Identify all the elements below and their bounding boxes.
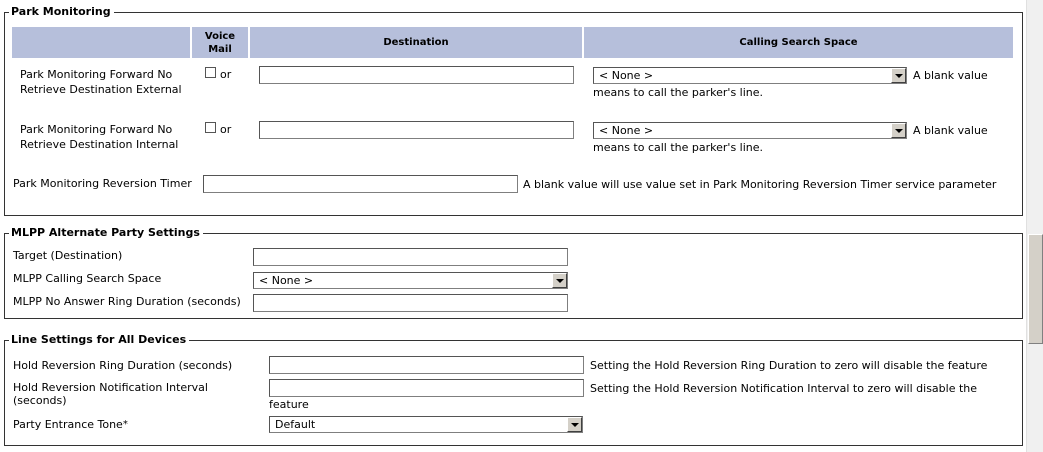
- hold-ring-label: Hold Reversion Ring Duration (seconds): [13, 359, 233, 372]
- park-internal-voicemail-checkbox[interactable]: [205, 122, 216, 133]
- line-settings-legend: Line Settings for All Devices: [9, 333, 189, 346]
- hold-notif-note: Setting the Hold Reversion Notification Interval to zero will disable the feature: [269, 382, 978, 411]
- page-scrollbar[interactable]: [1026, 0, 1043, 452]
- mlpp-ring-label: MLPP No Answer Ring Duration (seconds): [13, 295, 241, 308]
- park-internal-destination-input[interactable]: [259, 121, 574, 139]
- header-voice-mail: [192, 27, 248, 58]
- header-blank: [12, 27, 190, 58]
- party-tone-select[interactable]: [269, 416, 583, 433]
- header-calling-search-space: Calling Search Space: [584, 27, 1013, 58]
- mlpp-css-value: < None >: [259, 274, 314, 287]
- party-tone-value: Default: [275, 418, 316, 431]
- party-tone-label-text: Party Entrance Tone: [13, 418, 123, 431]
- hold-ring-note: Setting the Hold Reversion Ring Duration to zero will disable the feature: [590, 359, 988, 372]
- park-external-voicemail-checkbox[interactable]: [205, 67, 216, 78]
- park-external-note: A blank value means to call the parker's line.: [593, 69, 988, 99]
- park-external-css-value: < None >: [599, 69, 654, 82]
- park-internal-css-value: < None >: [599, 124, 654, 137]
- park-reversion-note: A blank value will use value set in Park Monitoring Reversion Timer service parameter: [523, 178, 997, 191]
- required-asterisk: *: [122, 419, 128, 430]
- header-destination: Destination: [250, 27, 582, 58]
- park-internal-or: or: [220, 123, 232, 136]
- party-tone-label: [13, 417, 128, 432]
- chevron-down-icon[interactable]: [552, 273, 567, 288]
- park-external-or: or: [220, 68, 232, 81]
- park-internal-note: A blank value means to call the parker's line.: [593, 124, 988, 154]
- mlpp-legend: MLPP Alternate Party Settings: [9, 226, 203, 239]
- mlpp-target-label: Target (Destination): [13, 249, 123, 262]
- mlpp-css-label: MLPP Calling Search Space: [13, 272, 162, 285]
- chevron-down-icon[interactable]: [567, 417, 582, 432]
- park-internal-label: Park Monitoring Forward No Retrieve Destination Internal: [20, 123, 179, 151]
- park-reversion-label: Park Monitoring Reversion Timer: [13, 177, 192, 190]
- scrollbar-thumb[interactable]: [1028, 234, 1043, 344]
- mlpp-css-select[interactable]: [253, 272, 568, 289]
- park-monitoring-legend: Park Monitoring: [9, 5, 114, 18]
- header-voice-mail-text: Voice Mail: [204, 31, 236, 55]
- hold-ring-input[interactable]: [269, 356, 584, 374]
- park-external-label: Park Monitoring Forward No Retrieve Destination External: [20, 68, 182, 96]
- mlpp-target-input[interactable]: [253, 248, 568, 266]
- mlpp-ring-input[interactable]: [253, 294, 568, 312]
- hold-notif-label: Hold Reversion Notification Interval (seconds): [13, 381, 208, 407]
- park-external-destination-input[interactable]: [259, 66, 574, 84]
